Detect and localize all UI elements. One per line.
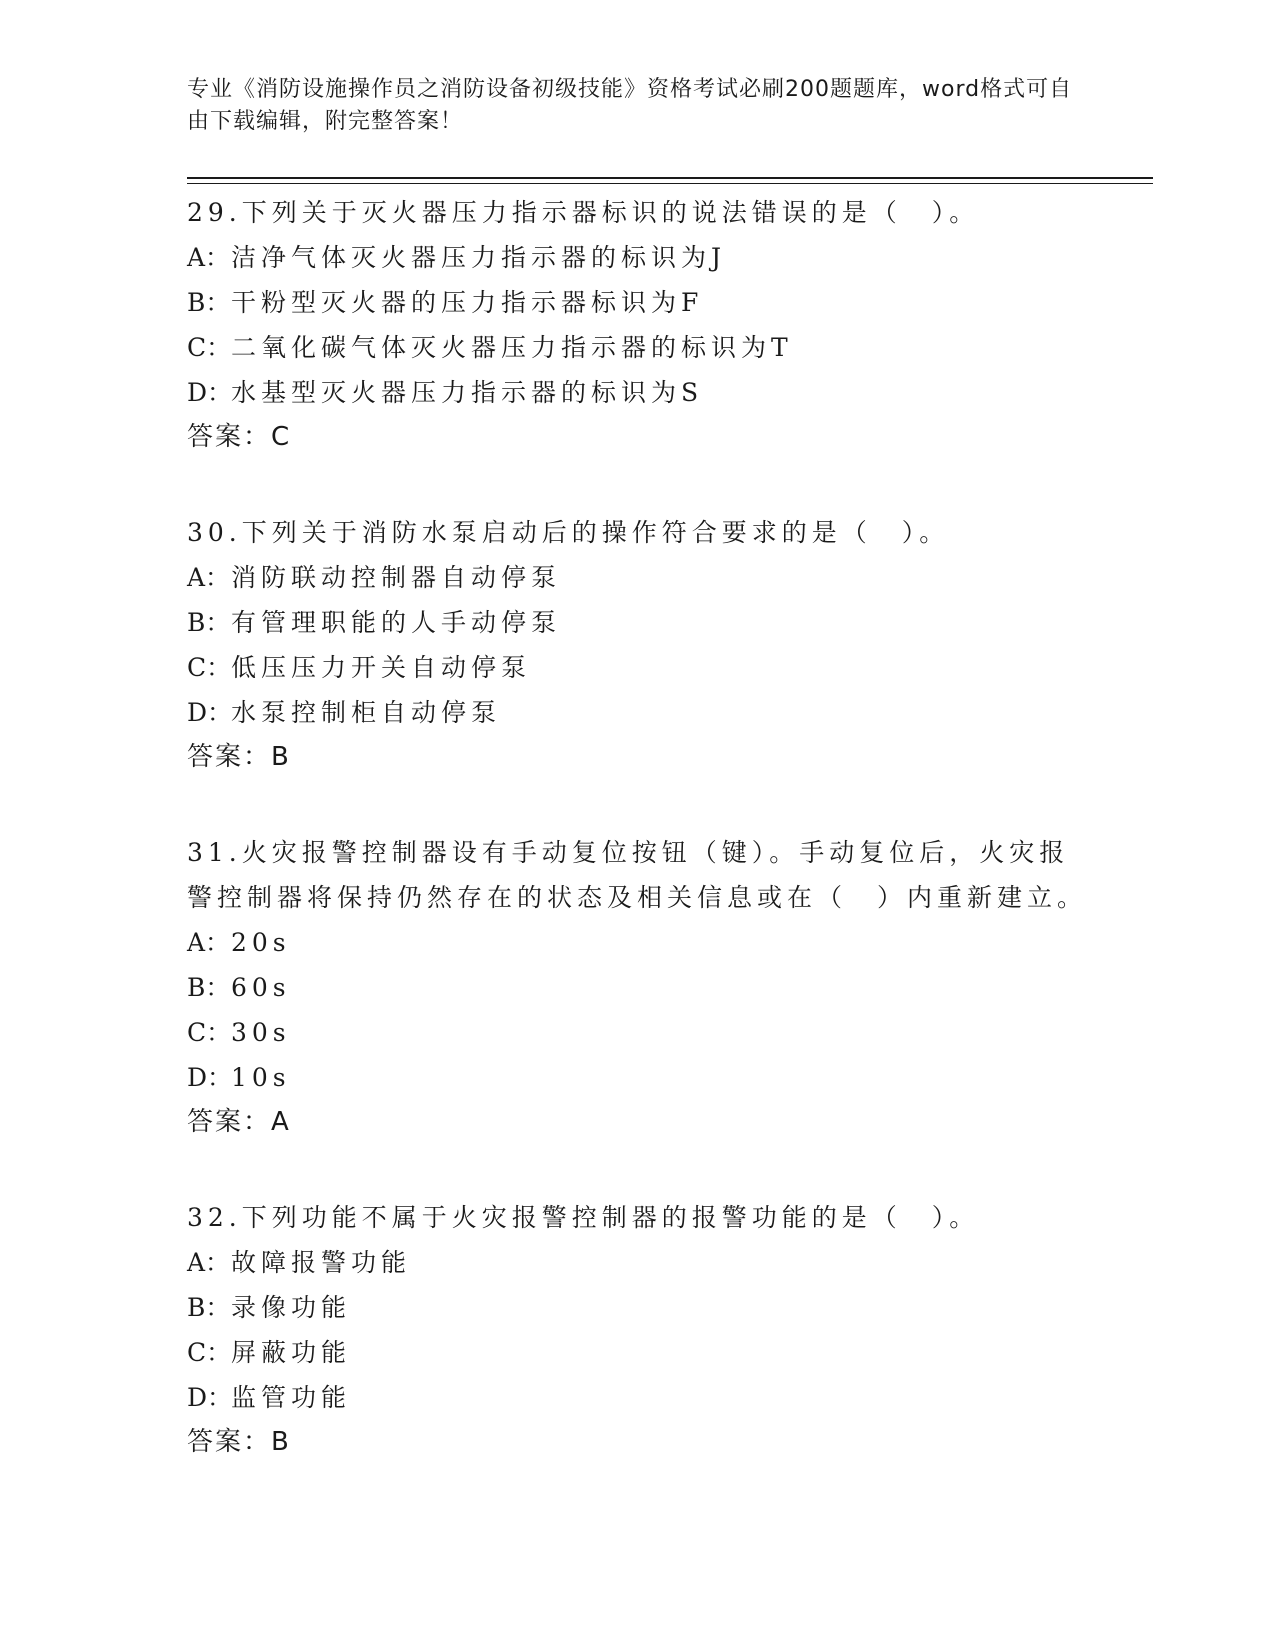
question-stem: 29.下列关于灭火器压力指示器标识的说法错误的是（ ）。 xyxy=(187,198,980,227)
option-text: 20s xyxy=(231,928,291,957)
question-list xyxy=(187,190,1087,1515)
document-header: 专业《消防设施操作员之消防设备初级技能》资格考试必刷200题题库，word格式可自由下载编辑，附完整答案！ xyxy=(187,77,1073,134)
option-b xyxy=(187,280,1087,325)
option-d xyxy=(187,690,1087,735)
option-text: 60s xyxy=(231,973,291,1002)
option-b xyxy=(187,600,1087,645)
answer-line: 答案：B xyxy=(187,1427,291,1457)
option-letter: B： xyxy=(187,1293,231,1322)
answer-line: 答案：C xyxy=(187,422,292,452)
option-letter: A： xyxy=(187,243,231,272)
option-a xyxy=(187,1240,1087,1285)
option-text: 故障报警功能 xyxy=(231,1248,412,1277)
answer-line: 答案：A xyxy=(187,1107,291,1137)
option-text: 有管理职能的人手动停泵 xyxy=(231,608,562,637)
option-letter: A： xyxy=(187,928,231,957)
option-text: 洁净气体灭火器压力指示器的标识为J xyxy=(231,243,727,272)
option-text: 二氧化碳气体灭火器压力指示器的标识为T xyxy=(231,333,793,362)
option-text: 消防联动控制器自动停泵 xyxy=(231,563,562,592)
option-letter: B： xyxy=(187,608,231,637)
question-stem: 30.下列关于消防水泵启动后的操作符合要求的是（ ）。 xyxy=(187,518,950,547)
question-30 xyxy=(187,510,1087,780)
option-d xyxy=(187,1375,1087,1420)
option-letter: C： xyxy=(187,1018,232,1047)
option-c xyxy=(187,645,1087,690)
option-text: 水泵控制柜自动停泵 xyxy=(231,698,502,727)
question-stem: 31.火灾报警控制器设有手动复位按钮（键）。手动复位后，火灾报警控制器将保持仍然存在的状态及相关信息或在（ ）内重新建立。 xyxy=(187,838,1088,912)
option-c xyxy=(187,1010,1087,1055)
question-31 xyxy=(187,830,1087,1145)
option-letter: A： xyxy=(187,563,231,592)
option-letter: D： xyxy=(187,378,233,407)
option-letter: B： xyxy=(187,973,231,1002)
question-stem: 32.下列功能不属于火灾报警控制器的报警功能的是（ ）。 xyxy=(187,1203,980,1232)
option-c xyxy=(187,325,1087,370)
option-b xyxy=(187,1285,1087,1330)
option-text: 低压压力开关自动停泵 xyxy=(231,653,532,682)
option-text: 10s xyxy=(231,1063,291,1092)
option-a xyxy=(187,555,1087,600)
option-text: 干粉型灭火器的压力指示器标识为F xyxy=(231,288,704,317)
option-d xyxy=(187,1055,1087,1100)
option-letter: C： xyxy=(187,1338,232,1367)
option-text: 30s xyxy=(231,1018,291,1047)
option-text: 监管功能 xyxy=(231,1383,352,1412)
option-c xyxy=(187,1330,1087,1375)
option-letter: B： xyxy=(187,288,231,317)
option-letter: D： xyxy=(187,1383,233,1412)
question-29 xyxy=(187,190,1087,460)
option-b xyxy=(187,965,1087,1010)
option-text: 屏蔽功能 xyxy=(231,1338,352,1367)
option-text: 录像功能 xyxy=(231,1293,352,1322)
question-32 xyxy=(187,1195,1087,1465)
header-divider-thin xyxy=(187,183,1153,184)
option-letter: D： xyxy=(187,1063,233,1092)
header-divider-thick xyxy=(187,177,1153,179)
answer-line: 答案：B xyxy=(187,742,291,772)
option-letter: A： xyxy=(187,1248,231,1277)
option-a xyxy=(187,235,1087,280)
option-a xyxy=(187,920,1087,965)
option-letter: D： xyxy=(187,698,233,727)
option-d xyxy=(187,370,1087,415)
option-letter: C： xyxy=(187,653,232,682)
option-letter: C： xyxy=(187,333,232,362)
option-text: 水基型灭火器压力指示器的标识为S xyxy=(231,378,704,407)
